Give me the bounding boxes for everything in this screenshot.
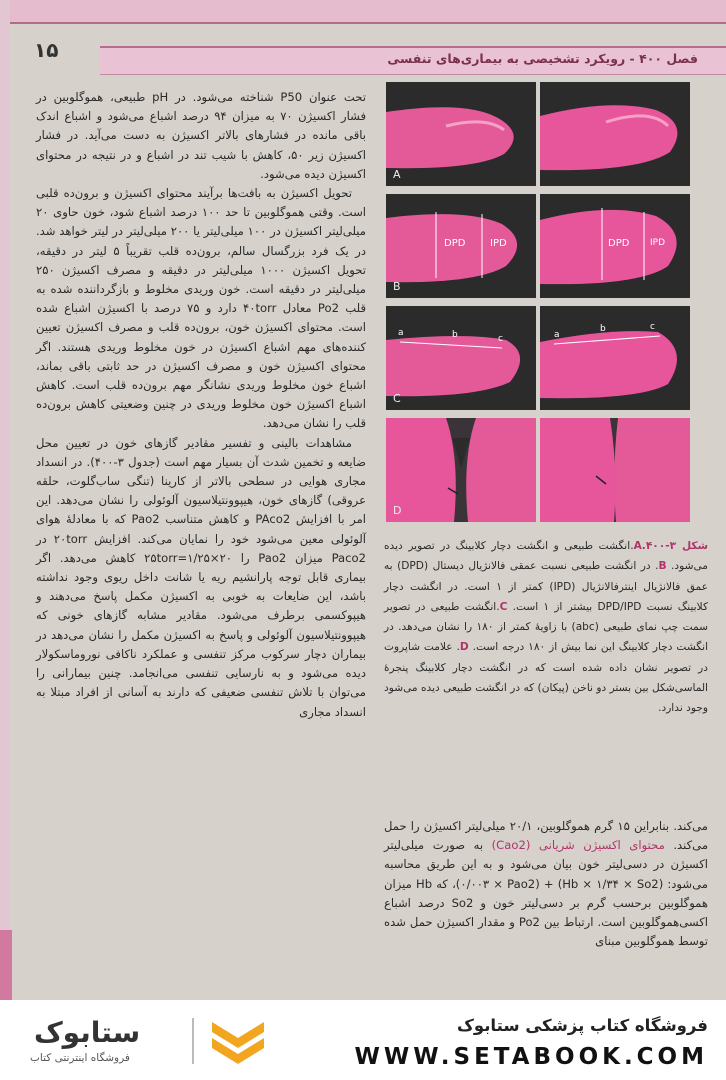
caption-text-c: .انگشت طبیعی در تصویر سمت چپ نمای طبیعی (abc) با زاویهٔ کمتر از ۱۸۰ را نشان می‌دهد. در انگشت دچار کلابینگ این نما بیش از ۱۸۰ درجه است.: [384, 600, 709, 654]
panel-label-a: A: [393, 168, 401, 181]
paragraph-2: تحویل اکسیژن به بافت‌ها برآیند محتوای اکسیژن و برون‌ده قلبی است. وقتی هموگلوبین تا حد ۱۰۰ درصد اشباع شود، خون حاوی ۲۰ میلی‌لیتر اکسیژن در ۱۰۰ میلی‌لیتر یا ۲۰۰ میلی‌لیتر در لیتر خواهد شد. در یک فرد بزرگسال سالم، برون‌ده قلب تقریباً ۵ لیتر در دقیقه، تحویل اکسیژن ۱۰۰۰ میلی‌لیتر در دقیقه و مصرف اکسیژن ۲۵۰ میلی‌لیتر در دقیقه است. خون وریدی مخلوط و بازگرداننده شده به قلب Po2 معادل ۴۰torr دارد و ۷۵ درصد با اکسیژن اشباع شده است. محتوای اکسیژن خون، برون‌ده قلب و مصرف اکسیژن تعیین کننده‌های مهم اشباع اکسیژن در خون مخلوط وریدی هستند. اگر محتوای اکسیژن خون و مصرف اکسیژن در حد ثابتی باقی بماند، اشباع خون مخلوط وریدی نشانگر مهم برون‌ده قلب است. کاهش اشباع اکسیژن خون مخلوط وریدی در چنین وضعیتی کاهش برون‌ده قلب را نشان می‌دهد.: [36, 186, 367, 431]
point-b-left: b: [452, 330, 458, 340]
watermark-footer: [0, 1000, 726, 1080]
finger-clubbing-figure: [384, 82, 710, 530]
panel-label-b: B: [393, 280, 401, 293]
panel-c-right: [540, 306, 690, 410]
lower-text-column: [384, 817, 708, 951]
panel-c-left: [386, 306, 536, 410]
point-c-right: c: [650, 322, 655, 332]
dpd-label-right: DPD: [608, 238, 630, 249]
ipd-label-left: IPD: [490, 238, 507, 249]
caption-text-a: .انگشت طبیعی و انگشت دچار کلابینگ در تصویر دیده می‌شود.: [384, 540, 708, 573]
logo-wordmark: ستابوک: [34, 1016, 141, 1049]
point-a-left: a: [398, 328, 404, 338]
setabook-logo: [14, 1012, 276, 1070]
paragraph-1: تحت عنوان P50 شناخته می‌شود. در pH طبیعی، هموگلوبین در فشار اکسیژن ۷۰ به میزان ۹۴ درصد اشباع می‌شود و اشباع اندک باقی مانده در فشارهای بالاتر اکسیژن به دست می‌آید. در فشار اکسیژن زیر ۵۰، کاهش با شیب تند در اشباع و در نتیجه در محتوای اکسیژن دیده می‌شود.: [36, 90, 367, 181]
panel-d-right: [540, 418, 690, 522]
lower-paragraph-2: به صورت میلی‌لیتر اکسیژن در دسی‌لیتر خون بیان می‌شود و به این طریق محاسبه می‌شود: (Hb × ۱/۳۴ × So2) + (۰/۰۰۳ × Pao2)، که Hb میزان هموگلوبین برحسب گرم بر دسی‌لیتر خون و So2 درصد اشباع اکسی‌هموگلوبین است. ارتباط بین Po2 و مقدار اکسیژن حمل شده توسط هموگلوبین مبنای: [384, 838, 708, 949]
main-text-column: [36, 88, 366, 722]
lower-paragraph-1: می‌کند. بنابراین ۱۵ گرم هموگلوبین، ۲۰/۱ میلی‌لیتر اکسیژن را حمل می‌کند.: [384, 819, 709, 853]
ipd-label-right: IPD: [650, 238, 666, 248]
panel-label-c: C: [393, 392, 401, 405]
logo-subtitle: فروشگاه اینترنتی کتاب: [30, 1052, 130, 1064]
left-margin-tab: [0, 930, 12, 1000]
dpd-label-left: DPD: [444, 238, 466, 249]
panel-a-right: [540, 82, 690, 186]
caption-letter-d: D: [459, 641, 469, 654]
paragraph-3: مشاهدات بالینی و تفسیر مقادیر گازهای خون در تعیین محل ضایعه و تخمین شدت آن بسیار مهم است (جدول ۳-۴۰۰). در انسداد مجاری هوایی در سطحی بالاتر از کارینا (تنگی ساب‌گلوت، حلقه عروقی) گازهای خون، هیپوونتیلاسیون آلوئولی را نشان می‌دهد. این امر با افزایش PAco2 و کاهش متناسب Pao2 که با معادلهٔ هوای آلوئولی معین می‌شود خود را نمایان می‌کند. افزایش ۲۰torr در Paco2 میزان Pao2 را ۲۵torr=۱/۲۵×۲۰ کاهش می‌دهد. اگر بیماری قابل توجه پارانشیم ریه یا شانت داخل ریوی وجود نداشته باشد، این ضایعات به خوبی به اکسیژن مکمل پاسخ می‌دهند و هیپوکسمی برطرف می‌شود. مقادیر مشابه گازهای خونی که هیپوونتیلاسیون آلوئولی و پاسخ به اکسیژن مکمل را نشان می‌دهد در بیماران دچار سرکوب مرکز تنفسی و عملکرد ناکافی نوروماسکولار دیده می‌شود و به نارسایی تنفسی می‌انجامد. چنین بیمارانی را می‌توان با تلاش تنفسی ضعیفی که دارند به آسانی از افراد مبتلا به انسداد مجاری: [36, 435, 367, 719]
chapter-title: فصل ۴۰۰ - رویکرد تشخیصی به بیماری‌های تنفسی: [387, 51, 698, 66]
figure-caption: [384, 536, 708, 719]
shop-name: فروشگاه کتاب پزشکی ستابوک: [457, 1016, 708, 1035]
caption-text-d: . علامت شاپروت در تصویر نشان داده شده است که در انگشت دچار کلابینگ پنجرهٔ الماسی‌شکل بین بستر دو ناخن (پیکان) که در انگشت طبیعی دیده می‌شود وجود ندارد.: [384, 641, 708, 715]
left-margin-strip: [0, 0, 10, 1000]
panel-b-left: [386, 194, 536, 298]
top-color-strip: [0, 0, 726, 24]
website-url[interactable]: WWW.SETABOOK.COM: [354, 1044, 708, 1070]
caption-letter-b: B: [658, 560, 667, 573]
panel-label-d: D: [393, 504, 402, 517]
highlight-term: محتوای اکسیژن شریانی (Cao2): [491, 838, 665, 853]
chapter-header: [100, 46, 726, 75]
point-b-right: b: [600, 324, 606, 334]
point-c-left: c: [498, 334, 503, 344]
panel-a-left: [386, 82, 536, 186]
caption-letter-c: C: [499, 600, 508, 613]
caption-letter-a: A: [633, 540, 642, 552]
panel-b-right: [540, 194, 690, 298]
panel-d-left: [386, 418, 536, 522]
page-number: ۱۵: [34, 38, 59, 62]
caption-text-b: . در انگشت طبیعی نسبت عمقی فالانژیال دیستال (DPD) به عمق فالانژیال اینترفالانژیال (IPD) کمتر از ۱ است. در انگشت دچار کلابینگ نسبت DPD/IPD بیشتر از ۱ است.: [384, 560, 708, 613]
point-a-right: a: [554, 330, 560, 340]
caption-label: شکل ۳-۴۰۰.: [641, 540, 708, 552]
